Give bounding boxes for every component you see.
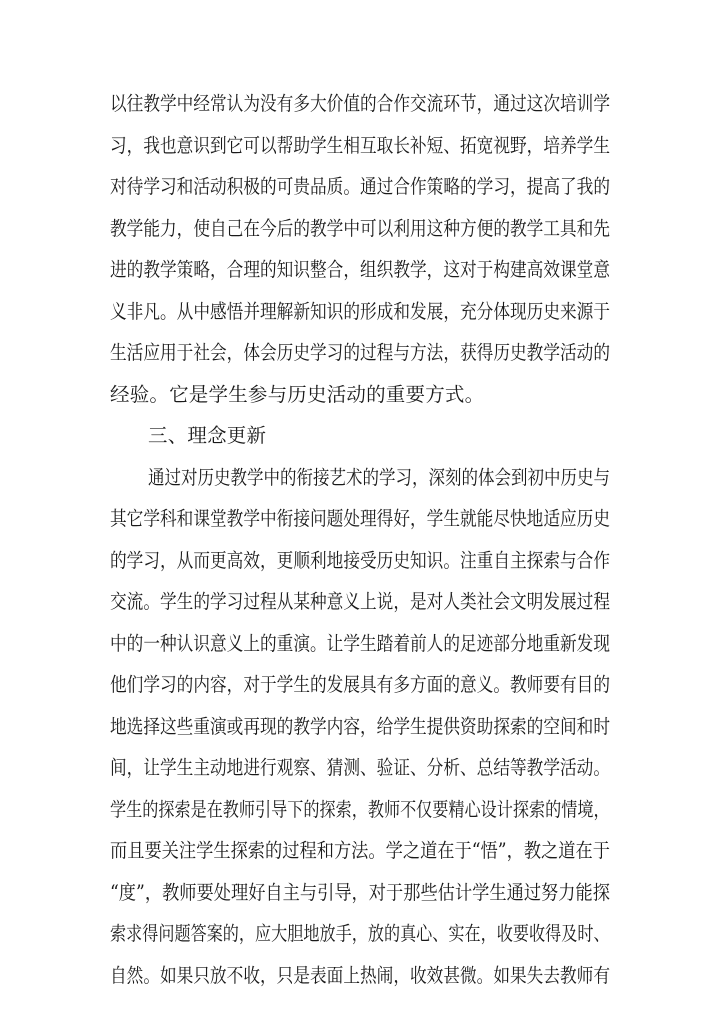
paragraph-line: 其它学科和课堂教学中衔接问题处理得好，学生就能尽快地适应历史: [110, 507, 611, 530]
paragraph-line: 以往教学中经常认为没有多大价值的合作交流环节，通过这次培训学: [110, 92, 611, 115]
section-heading: 三、理念更新: [148, 424, 267, 447]
paragraph-line: 他们学习的内容，对于学生的发展具有多方面的意义。教师要有目的: [110, 673, 611, 696]
paragraph-line: 学生的探索是在教师引导下的探索，教师不仅要精心设计探索的情境，: [110, 798, 610, 821]
paragraph-line: 对待学习和活动积极的可贵品质。通过合作策略的学习，提高了我的: [110, 175, 611, 198]
paragraph-line: 习，我也意识到它可以帮助学生相互取长补短、拓宽视野，培养学生: [110, 134, 611, 157]
paragraph-line: 而且要关注学生探索的过程和方法。学之道在于“悟”，教之道在于: [110, 839, 610, 862]
paragraph-line: 教学能力，使自己在今后的教学中可以利用这种方便的教学工具和先: [110, 217, 611, 240]
paragraph-line: 进的教学策略，合理的知识整合，组织教学，这对于构建高效课堂意: [110, 258, 611, 281]
paragraph-line: 间，让学生主动地进行观察、猜测、验证、分析、总结等教学活动。: [110, 756, 611, 779]
paragraph-line: 通过对历史教学中的衔接艺术的学习，深刻的体会到初中历史与: [148, 466, 611, 489]
paragraph-line: 义非凡。从中感悟并理解新知识的形成和发展，充分体现历史来源于: [110, 300, 611, 323]
paragraph-line: 中的一种认识意义上的重演。让学生踏着前人的足迹部分地重新发现: [110, 632, 611, 655]
paragraph-line: 索求得问题答案的，应大胆地放手，放的真心、实在，收要收得及时、: [110, 922, 610, 945]
paragraph-line: 交流。学生的学习过程从某种意义上说，是对人类社会文明发展过程: [110, 590, 611, 613]
paragraph-line: 自然。如果只放不收，只是表面上热闹，收效甚微。如果失去教师有: [110, 964, 611, 987]
paragraph-line: 经验。它是学生参与历史活动的重要方式。: [110, 383, 485, 406]
paragraph-line: 的学习，从而更高效，更顺利地接受历史知识。注重自主探索与合作: [110, 549, 611, 572]
paragraph-line: “度”，教师要处理好自主与引导，对于那些估计学生通过努力能探: [110, 881, 610, 904]
paragraph-line: 地选择这些重演或再现的教学内容，给学生提供资助探索的空间和时: [110, 715, 611, 738]
paragraph-line: 生活应用于社会，体会历史学习的过程与方法，获得历史教学活动的: [110, 341, 611, 364]
